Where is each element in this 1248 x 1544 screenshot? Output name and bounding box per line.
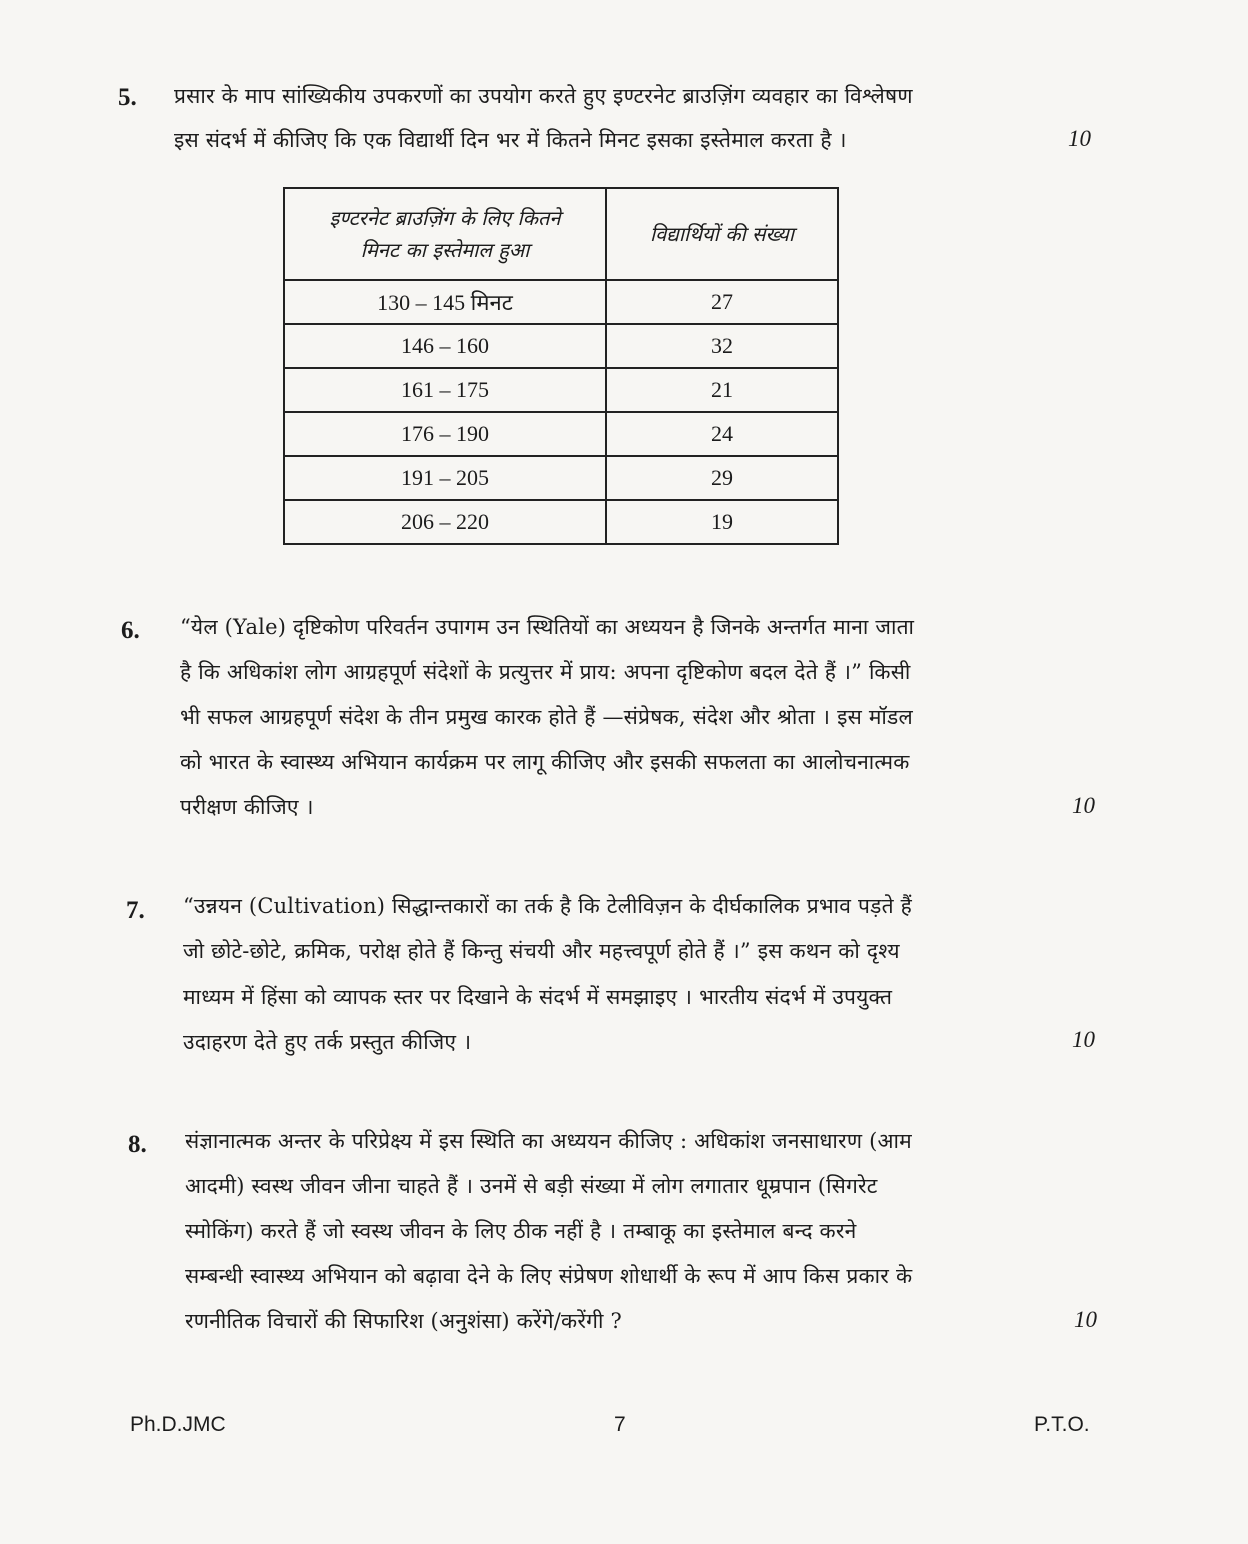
table-row xyxy=(284,280,838,324)
question-marks: 10 xyxy=(1072,1027,1095,1052)
table-row xyxy=(284,456,838,500)
table-header-row xyxy=(284,188,838,280)
browsing-frequency-table xyxy=(283,187,839,545)
table-cell-range: 161 – 175 xyxy=(284,368,606,412)
table-cell-range: 191 – 205 xyxy=(284,456,606,500)
footer-pto: P.T.O. xyxy=(1034,1413,1090,1436)
table-cell-range: 176 – 190 xyxy=(284,412,606,456)
question-text-line: उदाहरण देते हुए तर्क प्रस्तुत कीजिए । xyxy=(183,1030,472,1054)
footer-page-number: 7 xyxy=(614,1413,626,1436)
question-number: 8. xyxy=(128,1131,147,1158)
question-number: 7. xyxy=(126,897,145,924)
question-marks: 10 xyxy=(1068,126,1091,151)
question-marks: 10 xyxy=(1072,793,1095,818)
question-text-line: जो छोटे-छोटे, क्रमिक, परोक्ष होते हैं किन्तु संचयी और महत्त्वपूर्ण होते हैं ।” इस कथन को दृश्य xyxy=(183,939,900,963)
question-text-line: प्रसार के माप सांख्यिकीय उपकरणों का उपयोग करते हुए इण्टरनेट ब्राउज़िंग व्यवहार का विश्लेषण xyxy=(174,84,913,108)
table-row xyxy=(284,368,838,412)
table-cell-range: 206 – 220 xyxy=(284,500,606,544)
question-text-line: इस संदर्भ में कीजिए कि एक विद्यार्थी दिन भर में कितने मिनट इसका इस्तेमाल करता है । xyxy=(174,128,847,152)
table-cell-count: 24 xyxy=(606,412,838,456)
question-text-line: “उन्नयन (Cultivation) सिद्धान्तकारों का तर्क है कि टेलीविज़न के दीर्घकालिक प्रभाव पड़ते हैं xyxy=(183,894,913,918)
question-text-line: सम्बन्धी स्वास्थ्य अभियान को बढ़ावा देने के लिए संप्रेषण शोधार्थी के रूप में आप किस प्रकार के xyxy=(185,1264,913,1288)
table-row xyxy=(284,500,838,544)
table-cell-count: 19 xyxy=(606,500,838,544)
table-cell-count: 21 xyxy=(606,368,838,412)
table-cell-range: 130 – 145 मिनट xyxy=(284,280,606,324)
table-cell-count: 27 xyxy=(606,280,838,324)
table-row xyxy=(284,412,838,456)
question-text-line: भी सफल आग्रहपूर्ण संदेश के तीन प्रमुख कारक होते हैं —संप्रेषक, संदेश और श्रोता । इस मॉडल xyxy=(180,705,913,729)
question-number: 5. xyxy=(118,84,137,111)
table-header-minutes: इण्टरनेट ब्राउज़िंग के लिए कितने मिनट का इस्तेमाल हुआ xyxy=(284,188,606,280)
question-text-line: “येल (Yale) दृष्टिकोण परिवर्तन उपागम उन स्थितियों का अध्ययन है जिनके अन्तर्गत माना जाता xyxy=(180,615,915,639)
question-text-line: है कि अधिकांश लोग आग्रहपूर्ण संदेशों के प्रत्युत्तर में प्राय: अपना दृष्टिकोण बदल देते हैं ।” किसी xyxy=(180,660,911,684)
question-text-line: आदमी) स्वस्थ जीवन जीना चाहते हैं । उनमें से बड़ी संख्या में लोग लगातार धूम्रपान (सिगरेट xyxy=(185,1174,878,1198)
question-text-line: स्मोकिंग) करते हैं जो स्वस्थ जीवन के लिए ठीक नहीं है । तम्बाकू का इस्तेमाल बन्द करने xyxy=(185,1219,857,1243)
footer-paper-code: Ph.D.JMC xyxy=(130,1413,226,1436)
question-number: 6. xyxy=(121,617,140,644)
table-row xyxy=(284,324,838,368)
question-text-line: परीक्षण कीजिए । xyxy=(180,795,314,819)
question-text-line: रणनीतिक विचारों की सिफारिश (अनुशंसा) करेंगे/करेंगी ? xyxy=(185,1309,622,1333)
question-text-line: संज्ञानात्मक अन्तर के परिप्रेक्ष्य में इस स्थिति का अध्ययन कीजिए : अधिकांश जनसाधारण (आम xyxy=(185,1129,912,1153)
table-cell-range: 146 – 160 xyxy=(284,324,606,368)
question-marks: 10 xyxy=(1074,1307,1097,1332)
question-text-line: माध्यम में हिंसा को व्यापक स्तर पर दिखाने के संदर्भ में समझाइए । भारतीय संदर्भ में उपयुक्त xyxy=(183,985,893,1009)
table-cell-count: 29 xyxy=(606,456,838,500)
table-cell-count: 32 xyxy=(606,324,838,368)
question-text-line: को भारत के स्वास्थ्य अभियान कार्यक्रम पर लागू कीजिए और इसकी सफलता का आलोचनात्मक xyxy=(180,750,910,774)
table-header-students: विद्यार्थियों की संख्या xyxy=(606,188,838,280)
